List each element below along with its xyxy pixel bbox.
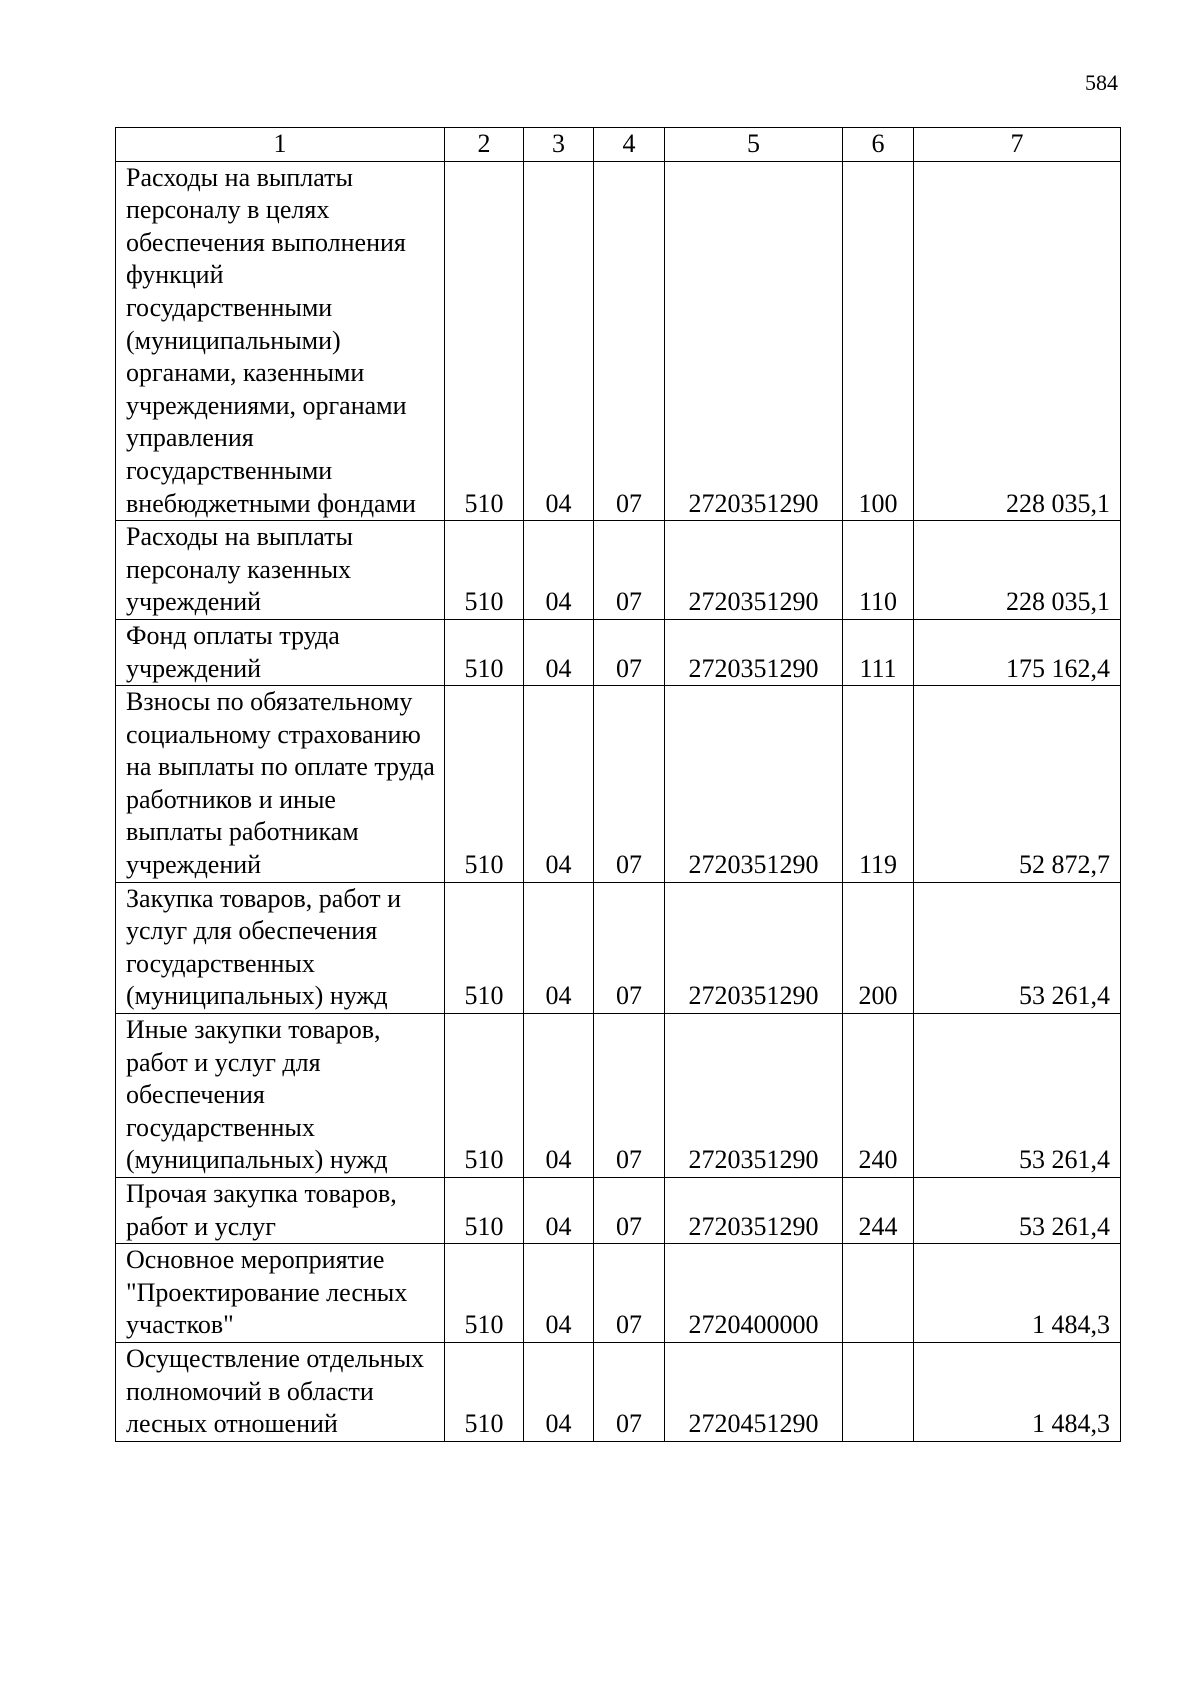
row-col6 bbox=[843, 1342, 914, 1441]
row-col5: 2720400000 bbox=[665, 1244, 843, 1343]
page-number: 584 bbox=[1085, 70, 1118, 95]
row-col3: 04 bbox=[524, 1244, 594, 1343]
row-name: Расходы на выплаты персоналу в целях обеспечения выполнения функций государственными (муниципальными) органами, казенными учреждениями, органами управления государственными внебюджетными фондами bbox=[116, 161, 445, 521]
row-col3: 04 bbox=[524, 686, 594, 883]
row-col2: 510 bbox=[445, 161, 524, 521]
row-col3: 04 bbox=[524, 1342, 594, 1441]
row-col6 bbox=[843, 1244, 914, 1343]
row-col2: 510 bbox=[445, 686, 524, 883]
row-col3: 04 bbox=[524, 1014, 594, 1178]
column-header: 6 bbox=[843, 128, 914, 162]
row-col4: 07 bbox=[594, 521, 665, 620]
row-col7: 228 035,1 bbox=[914, 521, 1121, 620]
row-col7: 53 261,4 bbox=[914, 1014, 1121, 1178]
row-col2: 510 bbox=[445, 1244, 524, 1343]
table-row bbox=[116, 1014, 1121, 1178]
row-col7: 53 261,4 bbox=[914, 882, 1121, 1013]
column-header: 1 bbox=[116, 128, 445, 162]
table-row bbox=[116, 619, 1121, 685]
row-col2: 510 bbox=[445, 521, 524, 620]
column-header: 2 bbox=[445, 128, 524, 162]
row-col6: 110 bbox=[843, 521, 914, 620]
row-name: Основное мероприятие "Проектирование лесных участков" bbox=[116, 1244, 445, 1343]
row-col5: 2720351290 bbox=[665, 882, 843, 1013]
row-name: Осуществление отдельных полномочий в области лесных отношений bbox=[116, 1342, 445, 1441]
row-col5: 2720351290 bbox=[665, 521, 843, 620]
table-row bbox=[116, 1178, 1121, 1244]
row-name: Расходы на выплаты персоналу казенных учреждений bbox=[116, 521, 445, 620]
table-header-row bbox=[116, 128, 1121, 162]
row-col5: 2720351290 bbox=[665, 619, 843, 685]
row-name: Закупка товаров, работ и услуг для обеспечения государственных (муниципальных) нужд bbox=[116, 882, 445, 1013]
row-col3: 04 bbox=[524, 1178, 594, 1244]
table-row bbox=[116, 1342, 1121, 1441]
row-col7: 1 484,3 bbox=[914, 1342, 1121, 1441]
row-col6: 240 bbox=[843, 1014, 914, 1178]
row-col3: 04 bbox=[524, 619, 594, 685]
column-header: 5 bbox=[665, 128, 843, 162]
row-col6: 244 bbox=[843, 1178, 914, 1244]
row-col5: 2720351290 bbox=[665, 1178, 843, 1244]
row-col4: 07 bbox=[594, 619, 665, 685]
row-col7: 52 872,7 bbox=[914, 686, 1121, 883]
row-col2: 510 bbox=[445, 619, 524, 685]
row-col4: 07 bbox=[594, 1244, 665, 1343]
row-col5: 2720351290 bbox=[665, 161, 843, 521]
table-row bbox=[116, 686, 1121, 883]
table-row bbox=[116, 521, 1121, 620]
row-col2: 510 bbox=[445, 882, 524, 1013]
row-col5: 2720351290 bbox=[665, 1014, 843, 1178]
row-col6: 111 bbox=[843, 619, 914, 685]
row-col5: 2720351290 bbox=[665, 686, 843, 883]
column-header: 7 bbox=[914, 128, 1121, 162]
row-col7: 1 484,3 bbox=[914, 1244, 1121, 1343]
row-name: Прочая закупка товаров, работ и услуг bbox=[116, 1178, 445, 1244]
row-col2: 510 bbox=[445, 1178, 524, 1244]
row-col7: 53 261,4 bbox=[914, 1178, 1121, 1244]
row-col4: 07 bbox=[594, 1014, 665, 1178]
row-col3: 04 bbox=[524, 882, 594, 1013]
row-col4: 07 bbox=[594, 1342, 665, 1441]
row-name: Фонд оплаты труда учреждений bbox=[116, 619, 445, 685]
row-col3: 04 bbox=[524, 161, 594, 521]
column-header: 4 bbox=[594, 128, 665, 162]
row-col2: 510 bbox=[445, 1014, 524, 1178]
row-col3: 04 bbox=[524, 521, 594, 620]
budget-table bbox=[115, 127, 1121, 1442]
row-col4: 07 bbox=[594, 161, 665, 521]
row-col4: 07 bbox=[594, 1178, 665, 1244]
row-col6: 100 bbox=[843, 161, 914, 521]
row-name: Иные закупки товаров, работ и услуг для обеспечения государственных (муниципальных) нужд bbox=[116, 1014, 445, 1178]
row-col7: 228 035,1 bbox=[914, 161, 1121, 521]
row-name: Взносы по обязательному социальному страхованию на выплаты по оплате труда работников и иные выплаты работникам учреждений bbox=[116, 686, 445, 883]
row-col7: 175 162,4 bbox=[914, 619, 1121, 685]
table-row bbox=[116, 882, 1121, 1013]
row-col6: 119 bbox=[843, 686, 914, 883]
row-col5: 2720451290 bbox=[665, 1342, 843, 1441]
column-header: 3 bbox=[524, 128, 594, 162]
row-col6: 200 bbox=[843, 882, 914, 1013]
table-row bbox=[116, 1244, 1121, 1343]
table-row bbox=[116, 161, 1121, 521]
row-col4: 07 bbox=[594, 686, 665, 883]
row-col4: 07 bbox=[594, 882, 665, 1013]
row-col2: 510 bbox=[445, 1342, 524, 1441]
